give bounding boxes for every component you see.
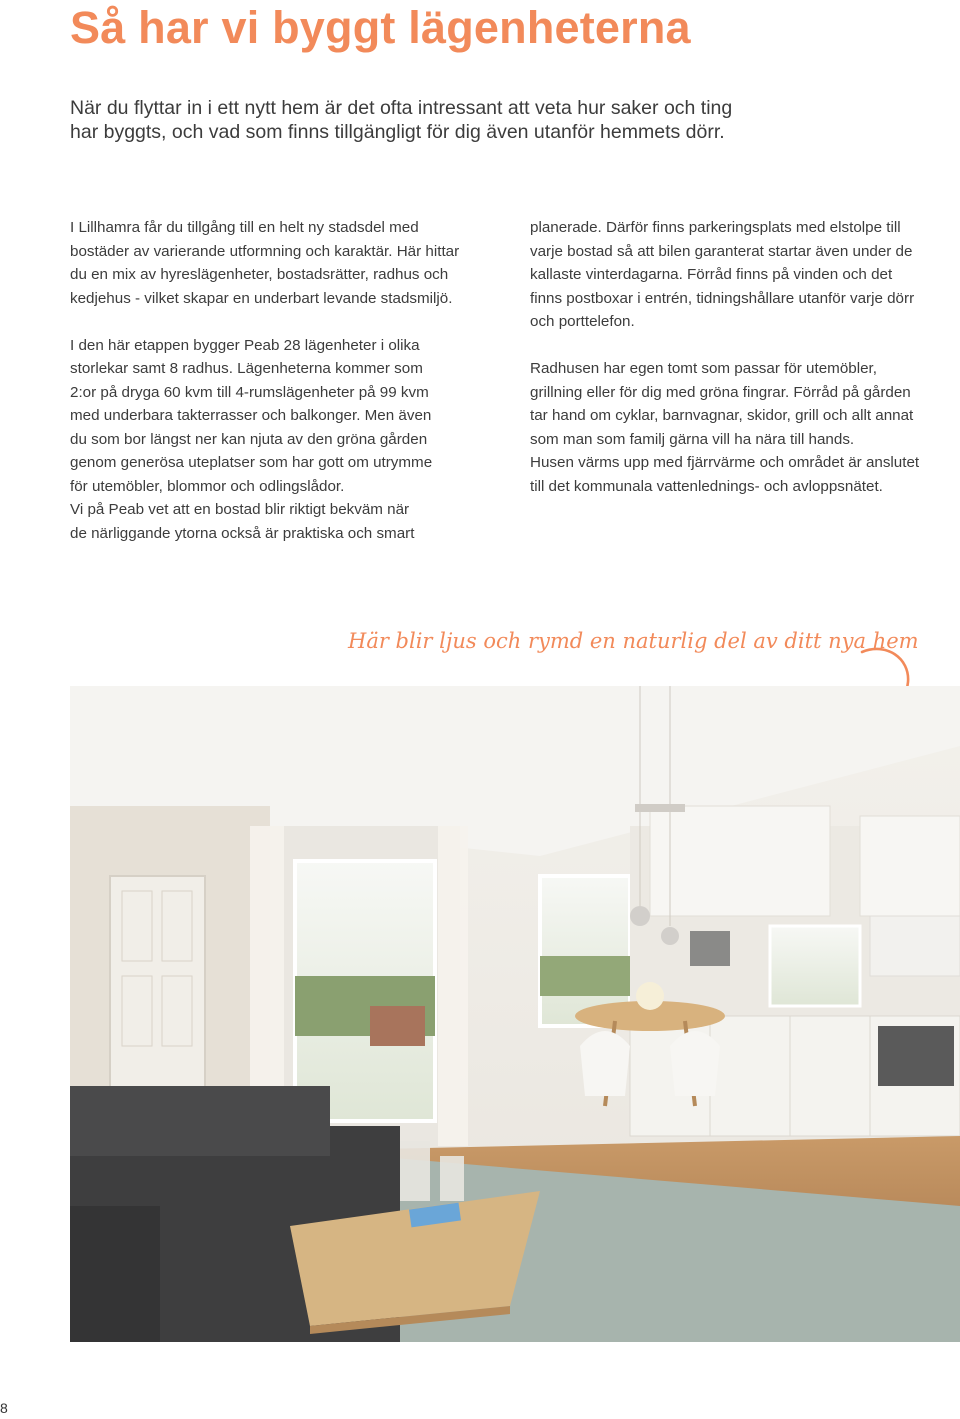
text-line: du en mix av hyreslägenheter, bostadsrätter, radhus och: [70, 266, 449, 283]
interior-photo: [70, 686, 960, 1342]
text-line: varje bostad så att bilen garanterat startar även under de: [530, 242, 913, 260]
text-line: planerade. Därför finns parkeringsplats med elstolpe till: [530, 219, 901, 236]
text-line: storlekar samt 8 radhus. Lägenheterna kommer som: [70, 360, 423, 377]
right-column: [530, 216, 950, 498]
tagline: Här blir ljus och rymd en naturlig del av ditt nya hem: [348, 629, 919, 653]
text-line: I den här etappen bygger Peab 28 lägenheter i olika: [70, 336, 420, 354]
paragraph-gap: [70, 310, 500, 334]
text-line: I Lillhamra får du tillgång till en helt ny stadsdel med: [70, 219, 419, 236]
text-line: 2:or på dryga 60 kvm till 4-rumslägenheter på 99 kvm: [70, 383, 429, 401]
text-line: Husen värms upp med fjärrvärme och området är anslutet: [530, 454, 920, 471]
page-title: Så har vi byggt lägenheterna: [70, 2, 691, 53]
text-line: genom generösa uteplatser som har gott om utrymme: [70, 454, 433, 471]
text-line: till det kommunala vattenlednings- och avloppsnätet.: [530, 477, 883, 495]
text-line: och porttelefon.: [530, 313, 635, 330]
paragraph-gap: [530, 334, 950, 358]
text-line: kedjehus - vilket skapar en underbart levande stadsmiljö.: [70, 289, 453, 307]
text-line: finns postboxar i entrén, tidningshållare utanför varje dörr: [530, 289, 915, 307]
text-line: grillning eller för dig med gröna fingrar. Förråd på gården: [530, 383, 911, 401]
intro-text: [70, 96, 790, 144]
text-line: med underbara takterrasser och balkonger. Men även: [70, 407, 432, 424]
text-line: som man som familj gärna vill ha nära till hands.: [530, 430, 855, 448]
text-line: bostäder av varierande utformning och karaktär. Här hittar: [70, 242, 460, 260]
text-line: för utemöbler, blommor och odlingslådor.: [70, 477, 345, 495]
living-room-illustration: [70, 686, 960, 1342]
intro-line: När du flyttar in i ett nytt hem är det ofta intressant att veta hur saker och ting: [70, 97, 733, 119]
text-line: kallaste vinterdagarna. Förråd finns på vinden och det: [530, 266, 893, 283]
text-line: Radhusen har egen tomt som passar för utemöbler,: [530, 360, 877, 377]
text-line: de närliggande ytorna också är praktiska och smart: [70, 524, 415, 542]
text-line: Vi på Peab vet att en bostad blir riktigt bekväm när: [70, 501, 410, 518]
intro-line: har byggts, och vad som finns tillgängligt för dig även utanför hemmets dörr.: [70, 121, 725, 143]
text-line: du som bor längst ner kan njuta av den gröna gården: [70, 430, 428, 448]
left-column: [70, 216, 500, 545]
page-number: 8: [0, 1400, 8, 1416]
text-line: tar hand om cyklar, barnvagnar, skidor, grill och allt annat: [530, 407, 914, 424]
